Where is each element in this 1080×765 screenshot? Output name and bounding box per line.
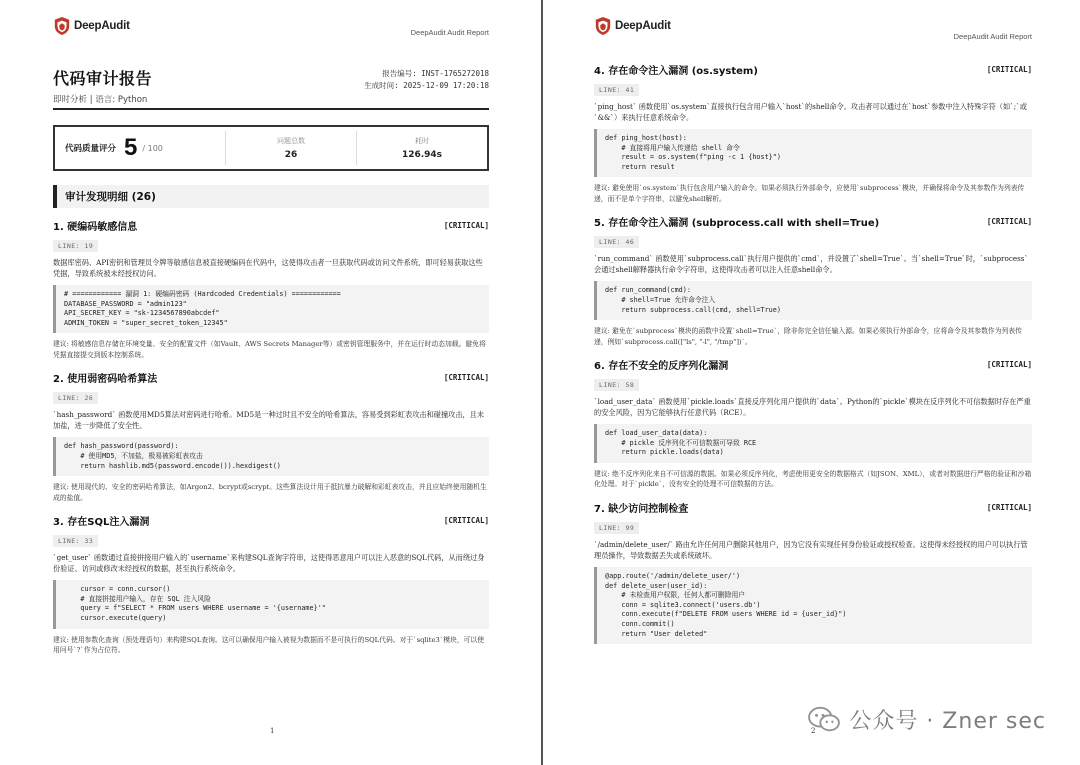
report-page-2: [543, 0, 1080, 765]
finding-title: 4. 存在命令注入漏洞 (os.system): [594, 66, 758, 77]
issue-count-stat: [225, 131, 356, 165]
severity-badge: [CRITICAL]: [986, 65, 1032, 74]
code-snippet: def run_command(cmd): # shell=True 允许命令注入 return subprocess.call(cmd, shell=True): [594, 281, 1032, 320]
code-snippet: def ping_host(host): # 直接将用户输入传递给 shell 命令 result = os.system(f"ping -c 1 {host}") return result: [594, 129, 1032, 177]
deepaudit-logo-icon: [594, 16, 612, 36]
score-max: / 100: [142, 143, 163, 153]
deepaudit-logo-icon: [53, 16, 71, 36]
finding-item: [53, 513, 489, 655]
finding-item: [594, 500, 1032, 644]
finding-item: [53, 218, 489, 360]
finding-title: 7. 缺少访问控制检查: [594, 503, 689, 515]
finding-item: [594, 357, 1032, 490]
severity-badge: [CRITICAL]: [443, 221, 489, 230]
score-summary: [53, 125, 489, 171]
findings-section-heading: 审计发现明细 (26): [53, 185, 489, 208]
report-generated-time: 生成时间: 2025-12-09 17:20:18: [364, 81, 489, 90]
line-badge: LINE: 41: [594, 84, 639, 96]
finding-description: `load_user_data` 函数使用`pickle.loads`直接反序列化用户提供的`data`。Python的`pickle`模块在反序列化不可信数据时存在严重的安全风险，因为它能够执行任意代码（RCE）。: [594, 397, 1031, 418]
finding-suggestion: 建议: 绝不反序列化来自不可信源的数据。如果必须反序列化，考虑使用更安全的数据格式（如JSON、XML），或者对数据进行严格的验证和沙箱化处理。对于`pickle`，没有安全的处理不可信数据的方法。: [594, 469, 1032, 489]
report-title-block: [53, 66, 489, 110]
score-label: 代码质量评分: [65, 144, 117, 154]
watermark: [807, 704, 1046, 735]
line-badge: LINE: 19: [53, 240, 98, 252]
finding-title: 5. 存在命令注入漏洞 (subprocess.call with shell=True): [594, 218, 880, 230]
finding-description: 数据库密码、API密钥和管理员令牌等敏感信息被直接硬编码在代码中，这使得攻击者一旦获取代码或访问文件系统，即可轻易获取这些凭据，导致系统被未经授权访问。: [53, 258, 483, 278]
report-title: 代码审计报告: [53, 69, 153, 88]
finding-title: 2. 使用弱密码哈希算法: [53, 374, 158, 386]
finding-description: `get_user` 函数通过直接拼接用户输入的`username`来构建SQL查询字符串，这使得恶意用户可以注入恶意的SQL代码，从而绕过身份验证、访问或修改未经授权的数据，甚至执行系统命令。: [53, 553, 485, 574]
finding-description: `ping_host` 函数使用`os.system`直接执行包含用户输入`host`的shell命令。攻击者可以通过在`host`参数中注入特殊字符（如`;`或`&&`）来执行任意系统命令。: [594, 102, 1027, 122]
line-badge: LINE: 46: [594, 236, 639, 248]
report-subtitle: 即时分析 | 语言: Python: [53, 95, 148, 105]
watermark-text: 公众号 · Zner sec: [849, 709, 1046, 734]
severity-badge: [CRITICAL]: [986, 502, 1032, 512]
finding-item: [594, 214, 1032, 347]
code-snippet: # ============ 漏洞 1: 硬编码密码 (Hardcoded Credentials) ============ DATABASE_PASSWORD = "admin123" API_SECRET_KEY = "sk-1234567890abcdef" ADMIN_TOKEN = "super_secret_token_12345": [53, 285, 489, 333]
brand-logo: [53, 16, 130, 36]
finding-description: `/admin/delete_user/` 路由允许任何用户删除其他用户，因为它没有实现任何身份验证或授权检查。这使得未经授权的用户可以执行管理员操作，导致数据丢失或系统破坏。: [594, 539, 1028, 560]
severity-badge: [CRITICAL]: [986, 360, 1032, 370]
finding-suggestion: 建议: 将敏感信息存储在环境变量、安全的配置文件（如Vault、AWS Secrets Manager等）或密钥管理服务中，并在运行时动态加载。避免将凭据直接提交到版本控制系统。: [53, 340, 486, 359]
severity-badge: [CRITICAL]: [443, 373, 489, 383]
issues-value: 26: [284, 150, 298, 160]
finding-description: `run_command` 函数使用`subprocess.call`执行用户提供的`cmd`，并设置了`shell=True`。当`shell=True`时，`subprocess`会通过shell解释器执行命令字符串，这使得攻击者可以注入任意shell命令。: [594, 254, 1029, 275]
severity-badge: [CRITICAL]: [443, 516, 489, 526]
header-report-label: DeepAudit Audit Report: [953, 32, 1032, 41]
severity-badge: [CRITICAL]: [986, 217, 1032, 227]
brand-name: DeepAudit: [74, 20, 130, 32]
page-number: 1: [270, 727, 275, 735]
report-meta: [364, 68, 489, 92]
finding-title: 1. 硬编码敏感信息: [53, 222, 138, 233]
line-badge: LINE: 58: [594, 379, 639, 391]
quality-score: [55, 134, 225, 162]
finding-suggestion: 建议: 避免在`subprocess`模块的函数中设置`shell=True`，除非你完全信任输入源。如果必须执行外部命令，应将命令及其参数作为列表传递，例如`subprocess.call(["ls", "-l", "/tmp"])`。: [594, 327, 1022, 346]
finding-title: 6. 存在不安全的反序列化漏洞: [594, 361, 729, 373]
finding-item: [53, 370, 489, 503]
line-badge: LINE: 26: [53, 392, 98, 404]
finding-suggestion: 建议: 使用参数化查询（预处理语句）来构建SQL查询。这可以确保用户输入被视为数据而不是可执行的SQL代码。对于`sqlite3`模块，可以使用问号`?`作为占位符。: [53, 635, 485, 655]
finding-suggestion: 建议: 使用现代的、安全的密码哈希算法，如Argon2、bcrypt或scrypt。这些算法设计用于抵抗暴力破解和彩虹表攻击，并且应始终使用随机生成的盐值。: [53, 483, 487, 502]
header-report-label: DeepAudit Audit Report: [410, 28, 489, 37]
score-value: 5: [124, 134, 138, 161]
issues-label: 问题总数: [277, 137, 305, 145]
code-snippet: def load_user_data(data): # pickle 反序列化不可信数据可导致 RCE return pickle.loads(data): [594, 424, 1032, 463]
page-header: [53, 14, 489, 52]
duration-value: 126.94s: [401, 150, 443, 160]
code-snippet: @app.route('/admin/delete_user/') def delete_user(user_id): # 未检查用户权限，任何人都可删除用户 conn = sqlite3.connect('users.db') conn.execute(f"DELETE FROM users WHERE id = {user_id}") conn.commit() return "User deleted": [594, 567, 1032, 644]
page-header: [594, 14, 1032, 52]
finding-suggestion: 建议: 避免使用`os.system`执行包含用户输入的命令。如果必须执行外部命令，应使用`subprocess`模块，并确保将命令及其参数作为列表传递，而不是单个字符串，以避免shell解析。: [594, 184, 1025, 203]
line-badge: LINE: 33: [53, 535, 98, 547]
finding-description: `hash_password` 函数使用MD5算法对密码进行哈希。MD5是一种过时且不安全的哈希算法，容易受到彩虹表攻击和碰撞攻击，且未加盐，进一步降低了安全性。: [53, 410, 485, 431]
brand-name: DeepAudit: [615, 20, 671, 32]
finding-item: [594, 62, 1032, 204]
duration-stat: [356, 131, 487, 165]
page-number: 2: [811, 727, 816, 735]
finding-title: 3. 存在SQL注入漏洞: [53, 517, 150, 529]
report-number: 报告编号: INST-1765272018: [382, 69, 489, 78]
code-snippet: cursor = conn.cursor() # 直接拼接用户输入，存在 SQL 注入风险 query = f"SELECT * FROM users WHERE username = '{username}'" cursor.execute(query): [53, 580, 489, 628]
code-snippet: def hash_password(password): # 使用MD5，不加盐，极易被彩虹表攻击 return hashlib.md5(password.encode()).hexdigest(): [53, 437, 489, 476]
duration-label: 耗时: [415, 137, 429, 145]
brand-logo: [594, 16, 671, 36]
wechat-icon: [807, 706, 841, 734]
line-badge: LINE: 99: [594, 522, 639, 534]
